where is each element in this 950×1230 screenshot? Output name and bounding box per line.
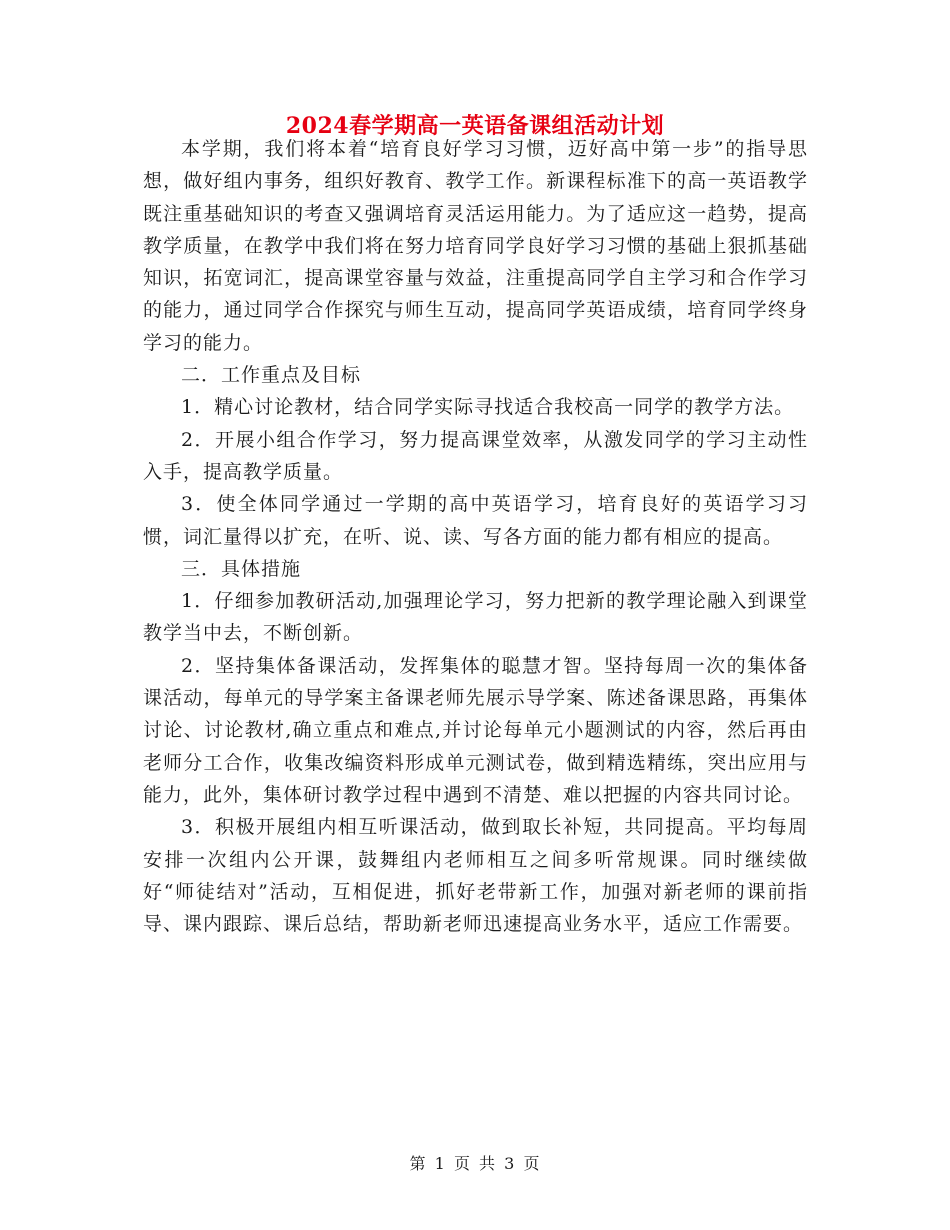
goal-item-2: 2．开展小组合作学习，努力提高课堂效率，从激发同学的学习主动性入手，提高教学质量。: [143, 428, 808, 483]
footer-suffix: 页: [523, 1154, 541, 1173]
document-title: 2024春学期高一英语备课组活动计划: [285, 113, 665, 139]
measure-item-1: 1．仔细参加教研活动,加强理论学习，努力把新的教学理论融入到课堂教学当中去，不断创新。: [143, 590, 808, 645]
footer-total-pages: 3: [504, 1154, 516, 1173]
intro-paragraph: 本学期，我们将本着“培育良好学习习惯，迈好高中第一步”的指导思想，做好组内事务，组织好教育、教学工作。新课程标准下的高一英语教学既注重基础知识的考查又强调培育灵活运用能力。为了适应这一趋势，提高教学质量，在教学中我们将在努力培育同学良好学习习惯的基础上狠抓基础知识，拓宽词汇，提高课堂容量与效益，注重提高同学自主学习和合作学习的能力，通过同学合作探究与师生互动，提高同学英语成绩，培育同学终身学习的能力。: [143, 138, 808, 354]
footer-current-page: 1: [434, 1154, 446, 1173]
measure-item-3: 3．积极开展组内相互听课活动，做到取长补短，共同提高。平均每周安排一次组内公开课，鼓舞组内老师相互之间多听常规课。同时继续做好“师徒结对”活动，互相促进，抓好老带新工作，加强对新老师的课前指导、课内跟踪、课后总结，帮助新老师迅速提高业务水平，适应工作需要。: [143, 816, 808, 936]
footer-page-word: 页: [453, 1154, 471, 1173]
footer-prefix: 第: [409, 1154, 427, 1173]
footer-total-word: 共: [479, 1154, 497, 1173]
goal-item-1: 1．精心讨论教材，结合同学实际寻找适合我校高一同学的教学方法。: [181, 396, 795, 419]
section-heading-goals: 二．工作重点及目标: [181, 364, 362, 387]
page-number-footer: [0, 1153, 950, 1175]
measure-item-2: 2．坚持集体备课活动，发挥集体的聪慧才智。坚持每周一次的集体备课活动，每单元的导学案主备课老师先展示导学案、陈述备课思路，再集体讨论、讨论教材,确立重点和难点,并讨论每单元小题测试的内容，然后再由老师分工合作，收集改编资料形成单元测试卷，做到精选精练，突出应用与能力，此外，集体研讨教学过程中遇到不清楚、难以把握的内容共同讨论。: [143, 654, 808, 806]
section-heading-measures: 三．具体措施: [181, 557, 302, 580]
goal-item-3: 3．使全体同学通过一学期的高中英语学习，培育良好的英语学习习惯，词汇量得以扩充，在听、说、读、写各方面的能力都有相应的提高。: [143, 493, 808, 548]
document-body: [143, 133, 808, 940]
